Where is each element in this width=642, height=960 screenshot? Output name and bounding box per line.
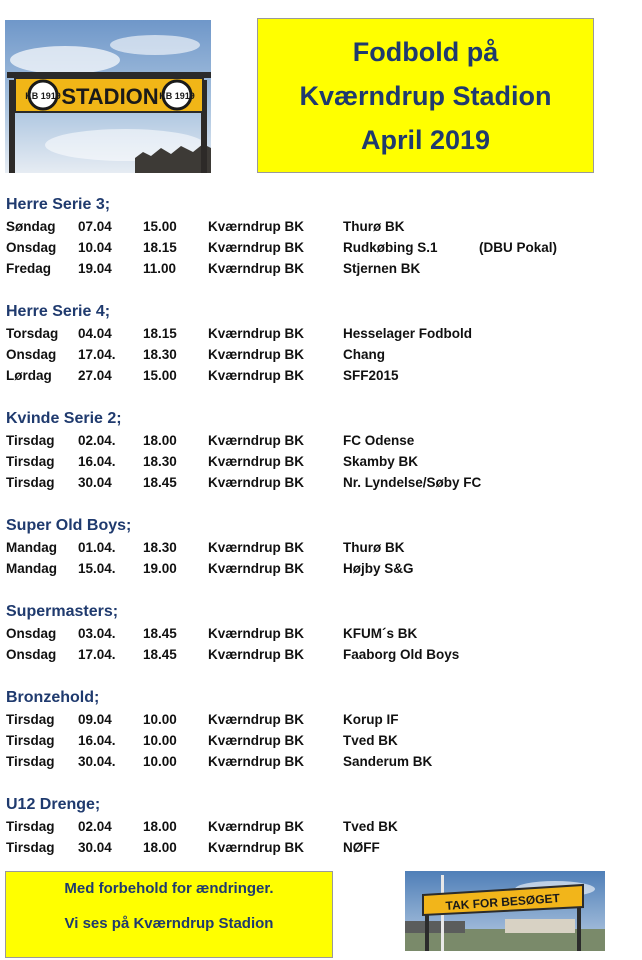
section-title: U12 Drenge; [6,796,101,813]
footer-line-2: Vi ses på Kværndrup Stadion [64,915,274,932]
match-row [6,644,606,665]
away-team: Skamby BK [343,454,419,469]
home-team: Kværndrup BK [208,454,305,469]
match-day: Tirsdag [6,819,55,834]
home-team: Kværndrup BK [208,819,305,834]
home-team: Kværndrup BK [208,261,305,276]
match-date: 15.04. [78,561,116,576]
match-time: 18.45 [143,475,177,490]
match-time: 18.15 [143,240,177,255]
match-time: 18.00 [143,819,177,834]
match-time: 19.00 [143,561,177,576]
away-team: Tved BK [343,819,398,834]
match-row [6,451,606,472]
section-title: Herre Serie 4; [6,303,111,320]
match-date: 30.04 [78,475,112,490]
schedule-section [6,687,606,772]
title-line-3: April 2019 [360,124,491,155]
match-date: 19.04 [78,261,112,276]
match-date: 02.04 [78,819,112,834]
section-title: Herre Serie 3; [6,196,111,213]
thanks-sign-text: TAK FOR BESØGET [445,891,561,913]
away-team: KFUM´s BK [343,626,418,641]
away-team: Thurø BK [343,540,405,555]
away-team: Hesselager Fodbold [343,326,473,341]
match-day: Onsdag [6,647,57,662]
section-title: Bronzehold; [6,689,100,706]
match-day: Mandag [6,540,58,555]
away-team: Sanderum BK [343,754,433,769]
home-team: Kværndrup BK [208,626,305,641]
match-row [6,537,606,558]
section-title: Supermasters; [6,603,119,620]
match-day: Tirsdag [6,433,55,448]
schedule-section [6,794,606,858]
match-row [6,430,606,451]
home-team: Kværndrup BK [208,433,305,448]
away-team: SFF2015 [343,368,399,383]
match-time: 10.00 [143,754,177,769]
title-line-1: Fodbold på [352,36,499,67]
match-time: 18.30 [143,347,177,362]
match-day: Tirsdag [6,475,55,490]
match-time: 11.00 [143,261,177,276]
match-date: 01.04. [78,540,116,555]
match-date: 09.04 [78,712,112,727]
home-team: Kværndrup BK [208,840,305,855]
home-team: Kværndrup BK [208,475,305,490]
stadium-sign-illustration [5,20,211,173]
match-time: 10.00 [143,733,177,748]
match-row [6,258,606,279]
title-line-2: Kværndrup Stadion [299,80,552,111]
match-row [6,816,606,837]
match-time: 18.15 [143,326,177,341]
match-day: Søndag [6,219,56,234]
home-team: Kværndrup BK [208,561,305,576]
match-day: Tirsdag [6,733,55,748]
match-row [6,323,606,344]
match-time: 10.00 [143,712,177,727]
match-date: 30.04. [78,754,116,769]
match-day: Tirsdag [6,840,55,855]
match-day: Tirsdag [6,712,55,727]
match-row [6,344,606,365]
match-date: 27.04 [78,368,112,383]
section-title: Kvinde Serie 2; [6,410,122,427]
thanks-sign-illustration [405,871,605,951]
match-note: (DBU Pokal) [479,240,558,255]
home-team: Kværndrup BK [208,347,305,362]
match-day: Onsdag [6,240,57,255]
match-time: 18.00 [143,433,177,448]
match-time: 15.00 [143,219,177,234]
footer-notice-box [5,871,333,958]
home-team: Kværndrup BK [208,647,305,662]
match-day: Onsdag [6,626,57,641]
match-date: 17.04. [78,347,116,362]
match-time: 18.30 [143,540,177,555]
schedule-section [6,601,606,665]
match-time: 18.45 [143,626,177,641]
match-date: 03.04. [78,626,116,641]
away-team: Faaborg Old Boys [343,647,460,662]
home-team: Kværndrup BK [208,219,305,234]
stadium-sign-photo [5,20,211,173]
home-team: Kværndrup BK [208,326,305,341]
match-date: 17.04. [78,647,116,662]
home-team: Kværndrup BK [208,733,305,748]
away-team: NØFF [343,840,380,855]
match-date: 02.04. [78,433,116,448]
section-title: Super Old Boys; [6,517,132,534]
match-time: 18.00 [143,840,177,855]
schedule-section [6,301,606,386]
title-box [257,18,594,173]
match-row [6,709,606,730]
match-date: 07.04 [78,219,112,234]
match-time: 18.30 [143,454,177,469]
away-team: Thurø BK [343,219,405,234]
match-date: 16.04. [78,454,116,469]
match-day: Tirsdag [6,754,55,769]
sign-stadion-text: STADION [61,84,159,109]
match-day: Mandag [6,561,58,576]
match-time: 15.00 [143,368,177,383]
match-date: 16.04. [78,733,116,748]
match-row [6,365,606,386]
match-row [6,751,606,772]
match-row [6,472,606,493]
home-team: Kværndrup BK [208,754,305,769]
match-row [6,237,606,258]
away-team: FC Odense [343,433,415,448]
away-team: Nr. Lyndelse/Søby FC [343,475,482,490]
match-date: 04.04 [78,326,112,341]
match-row [6,730,606,751]
match-schedule [6,194,606,880]
match-time: 18.45 [143,647,177,662]
away-team: Korup IF [343,712,399,727]
away-team: Højby S&G [343,561,414,576]
sign-badge-right: KB 1919 [159,91,195,101]
sign-badge-left: KB 1919 [25,91,61,101]
away-team: Rudkøbing S.1 [343,240,438,255]
away-team: Stjernen BK [343,261,421,276]
schedule-section [6,408,606,493]
match-row [6,837,606,858]
home-team: Kværndrup BK [208,540,305,555]
away-team: Chang [343,347,385,362]
match-row [6,216,606,237]
match-day: Lørdag [6,368,52,383]
away-team: Tved BK [343,733,398,748]
match-date: 10.04 [78,240,112,255]
home-team: Kværndrup BK [208,240,305,255]
home-team: Kværndrup BK [208,712,305,727]
schedule-section [6,194,606,279]
schedule-section [6,515,606,579]
match-day: Tirsdag [6,454,55,469]
match-day: Torsdag [6,326,59,341]
match-date: 30.04 [78,840,112,855]
thanks-sign-photo [405,871,605,951]
match-row [6,623,606,644]
match-row [6,558,606,579]
footer-line-1: Med forbehold for ændringer. [64,880,274,897]
match-day: Onsdag [6,347,57,362]
home-team: Kværndrup BK [208,368,305,383]
match-day: Fredag [6,261,52,276]
